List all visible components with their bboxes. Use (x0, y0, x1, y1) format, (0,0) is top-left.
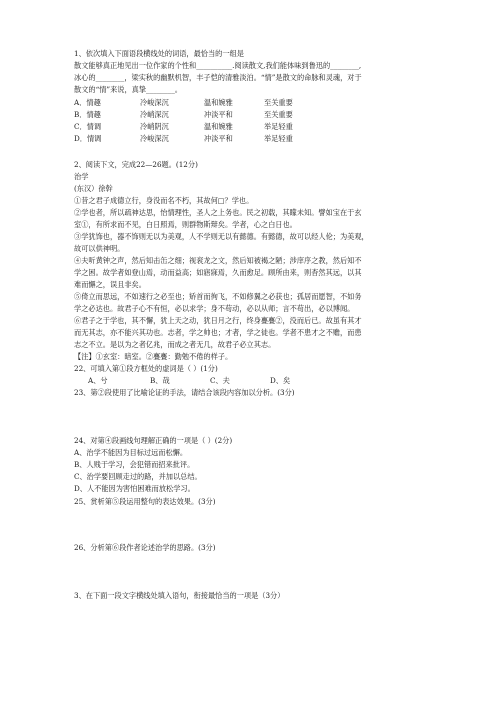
passage-line: ⑤倚立而思远，不如速行之必至也；矫首而徇飞，不如修翼之必获也；孤居而愿智，不如务 (74, 292, 362, 301)
q1-passage-line: 冰心的________，梁实秋的幽默机智，丰子恺的清雅淡泊。“情”是散文的命脉和灵魂，对于 (74, 73, 362, 82)
q22-option-b: B、哉 (150, 376, 170, 385)
passage-line: 难而懈之，误且非矣。 (74, 280, 146, 289)
passage-line: 室①，有所求而不见，白日照焉，则群物斯辩矣。学者，心之白日也。 (74, 220, 297, 229)
passage-line: 故可以供神明。 (74, 244, 125, 253)
q23-stem: 23、第②段使用了比喻论证的手法，请结合该段内容加以分析。(3分) (74, 388, 295, 397)
q22-option-d: D、矣 (270, 376, 291, 385)
q22-option-a: A、兮 (88, 376, 108, 385)
passage-author: (东汉）徐幹 (74, 184, 113, 193)
q1-option-word: 至关重要 (264, 110, 293, 119)
q1-option-word: 举足轻重 (264, 134, 293, 143)
q1-option-word: 举足轻重 (264, 122, 293, 131)
passage-note: 【注】①玄室：暗室。②亹亹：勤勉不倦的样子。 (74, 352, 233, 361)
q24-option-d: D、人不能因为害怕困难而放松学习。 (74, 484, 195, 493)
q1-option-label: B．情趣 (74, 110, 101, 119)
passage-line: 而无其志，亦不能兴其功也。志者，学之帅也；才者，学之徒也。学者不患才之不赡，而患 (74, 328, 362, 337)
q22-option-c: C、夫 (210, 376, 230, 385)
q24-stem: 24、对第④段画线句理解正确的一项是（ ）(2分) (74, 436, 233, 445)
q1-option-word: 冷峭阴沉 (140, 122, 169, 131)
q25-stem: 25、赏析第⑤段运用整句的表达效果。(3分) (74, 497, 216, 506)
q2-intro: 2、阅读下文，完成22—26题。(12分) (74, 160, 198, 169)
q1-option-word: 冲淡平和 (204, 134, 233, 143)
passage-line: ④夫听黄钟之声，然后知击缶之细；视衮龙之文，然后知被褐之陋；涉庠序之教，然后知不 (74, 256, 362, 265)
passage-title: 治学 (74, 172, 89, 181)
q24-option-b: B、人贱于学习，会犯错而招来批评。 (74, 460, 195, 469)
q1-stem: 1、依次填入下面语段横线处的词语，最恰当的一组是 (74, 49, 244, 58)
passage-line: ⑥君子之于学也，其不懈，犹上天之动，犹日月之行，终身亹亹②，没而后已。故虽有其才 (74, 316, 362, 325)
q26-stem: 26、分析第⑥段作者论述治学的思路。(3分) (74, 543, 216, 552)
passage-line: 学之困。故学者如登山焉，动而益高；如寤寐焉，久而愈足。顾所由来，则杳然其远，以其 (74, 268, 362, 277)
q1-passage-line: 散文的“情”来说，真挚________。 (74, 85, 182, 94)
q1-option-word: 冷峻深沉 (140, 98, 169, 107)
passage-line: ②学也者，所以疏神达思，怡情理性，圣人之上务也。民之初载，其矇未知。譬如宝在于玄 (74, 208, 362, 217)
q1-option-word: 温和婉雅 (204, 98, 233, 107)
q1-option-word: 冷峻深沉 (140, 134, 169, 143)
q24-option-c: C、治学要回顾走过的路，并加以总结。 (74, 472, 202, 481)
q22-stem: 22、可填入第①段方框处的虚词是（ ）(1分) (74, 364, 218, 373)
q1-passage-line: 散文能够真正地见出一位作家的个性和__________.阅读散文,我们能体味到鲁迅的________, (74, 61, 362, 70)
q1-option-label: D．情调 (74, 134, 102, 143)
q1-option-word: 至关重要 (264, 98, 293, 107)
q1-option-word: 冷峭深沉 (140, 110, 169, 119)
q24-option-a: A、治学不能因为目标过远而松懈。 (74, 448, 188, 457)
q3-stem: 3、在下面一段文字横线处填入语句，衔接最恰当的一项是（3分） (74, 591, 285, 600)
passage-line: 志之不立。是以为之者亿兆，而成之者无几，故君子必立其志。 (74, 340, 276, 349)
passage-line: ③学犹饰也，器不饰则无以为美观，人不学则无以有懿德。有懿德，故可以经人伦；为美观， (74, 232, 369, 241)
q1-option-word: 温和婉雅 (204, 122, 233, 131)
q1-option-word: 冲淡平和 (204, 110, 233, 119)
q1-option-label: A．情趣 (74, 98, 101, 107)
passage-line: 学之必达也。故君子心不有恒，必以求学；身不苟动，必以从师；言不苟出，必以博闻。 (74, 304, 355, 313)
q1-option-label: C．情调 (74, 122, 102, 131)
passage-line: ①昔之君子成德立行，身没而名不朽，其故何□？学也。 (74, 196, 254, 205)
